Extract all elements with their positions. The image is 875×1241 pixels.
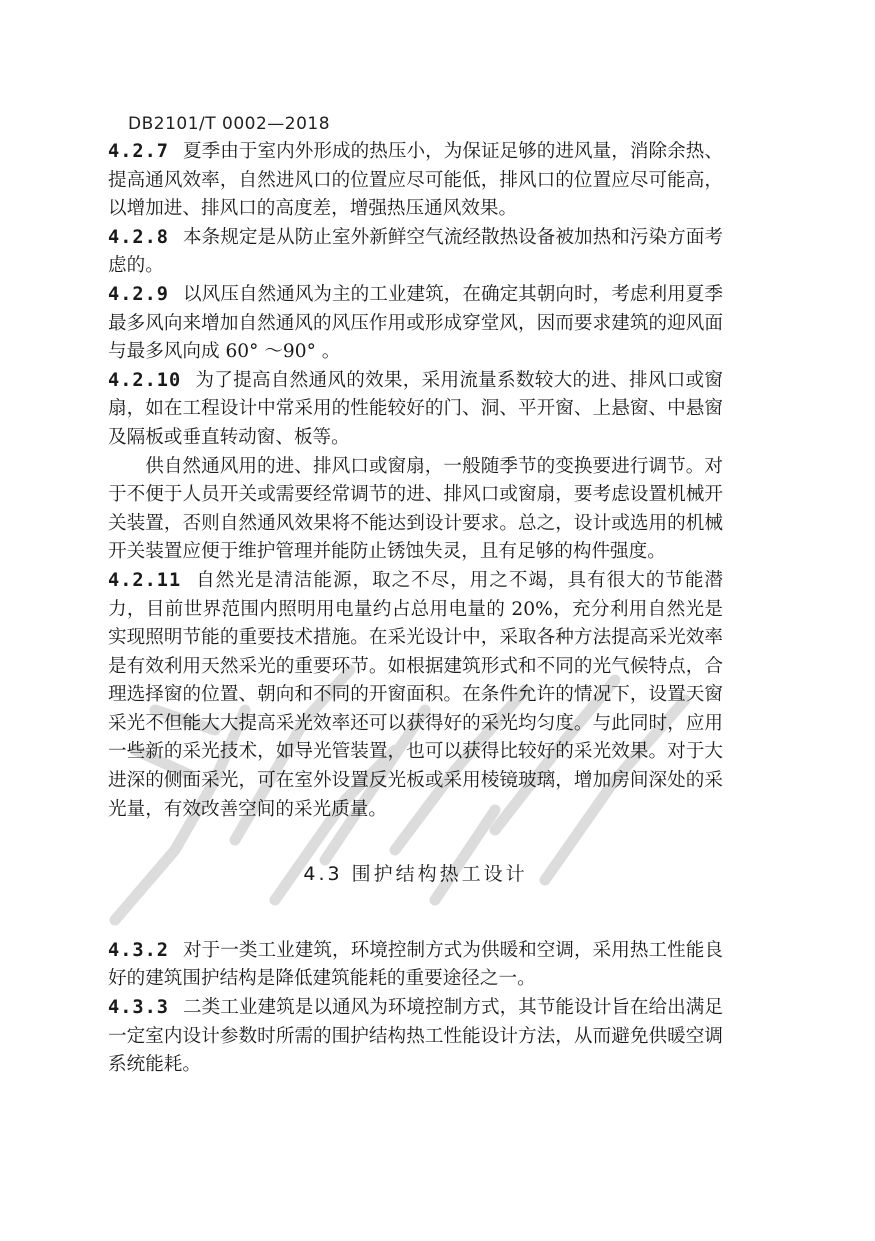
- clause-number: 4.2.10: [108, 369, 182, 391]
- clause-4-2-9: [108, 281, 723, 367]
- clause-4-2-10-continuation: 供自然通风用的进、排风口或窗扇，一般随季节的变换要进行调节。对于不便于人员开关或需要经常调节的进、排风口或窗扇，要考虑设置机械开关装置，否则自然通风效果将不能达到设计要求。总之，设计或选用的机械开关装置应便于维护管理并能防止锈蚀失灵，且有足够的构件强度。: [108, 455, 723, 563]
- clause-4-3-2: [108, 937, 723, 994]
- clause-number: 4.2.9: [108, 283, 169, 305]
- clause-text: 二类工业建筑是以通风为环境控制方式，其节能设计旨在给出满足一定室内设计参数时所需的围护结构热工性能设计方法，从而避免供暖空调系统能耗。: [108, 997, 723, 1076]
- clause-4-2-8: [108, 224, 723, 281]
- clause-number: 4.3.3: [108, 997, 169, 1019]
- clause-4-2-7: [108, 138, 723, 224]
- clause-4-3-3: [108, 994, 723, 1080]
- clause-text: 以风压自然通风为主的工业建筑，在确定其朝向时，考虑利用夏季最多风向来增加自然通风的风压作用或形成穿堂风，因而要求建筑的迎风面与最多风向成 60° ～90° 。: [108, 283, 723, 363]
- clause-number: 4.2.7: [108, 141, 169, 162]
- section-title: 4.3 围护结构热工设计: [303, 863, 528, 886]
- clause-text: 对于一类工业建筑，环境控制方式为供暖和空调，采用热工性能良好的建筑围护结构是降低建筑能耗的重要途径之一。: [108, 939, 723, 990]
- clause-text: 本条规定是从防止室外新鲜空气流经散热设备被加热和污染方面考虑的。: [108, 226, 723, 277]
- clause-number: 4.3.2: [108, 939, 169, 961]
- clause-number: 4.2.11: [108, 569, 182, 591]
- document-id-header: DB2101/T 0002—2018: [128, 114, 331, 134]
- clause-number: 4.2.8: [108, 226, 169, 248]
- clause-text: 夏季由于室内外形成的热压小，为保证足够的进风量，消除余热、提高通风效率，自然进风口的位置应尽可能低，排风口的位置应尽可能高，以增加进、排风口的高度差，增强热压通风效果。: [108, 141, 723, 220]
- clause-4-2-11: [108, 567, 723, 824]
- clause-4-2-10: [108, 367, 723, 453]
- document-body: [108, 138, 723, 1080]
- clause-text: 为了提高自然通风的效果，采用流量系数较大的进、排风口或窗扇，如在工程设计中常采用的性能较好的门、洞、平开窗、上悬窗、中悬窗及隔板或垂直转动窗、板等。: [108, 369, 723, 448]
- clause-text: 自然光是清洁能源，取之不尽，用之不竭，具有很大的节能潜力，目前世界范围内照明用电量约占总用电量的 20%，充分利用自然光是实现照明节能的重要技术措施。在采光设计中，采取各种方法提高采光效率是有效利用天然采光的重要环节。如根据建筑形式和不同的光气候特点，合理选择窗的位置、朝向和不同的开窗面积。在条件允许的情况下，设置天窗采光不但能大大提高采光效率还可以获得好的采光均匀度。与此同时，应用一些新的采光技术，如导光管装置，也可以获得比较好的采光效果。对于大进深的侧面采光，可在室外设置反光板或采用棱镜玻璃，增加房间深处的采光量，有效改善空间的采光质量。: [108, 569, 723, 820]
